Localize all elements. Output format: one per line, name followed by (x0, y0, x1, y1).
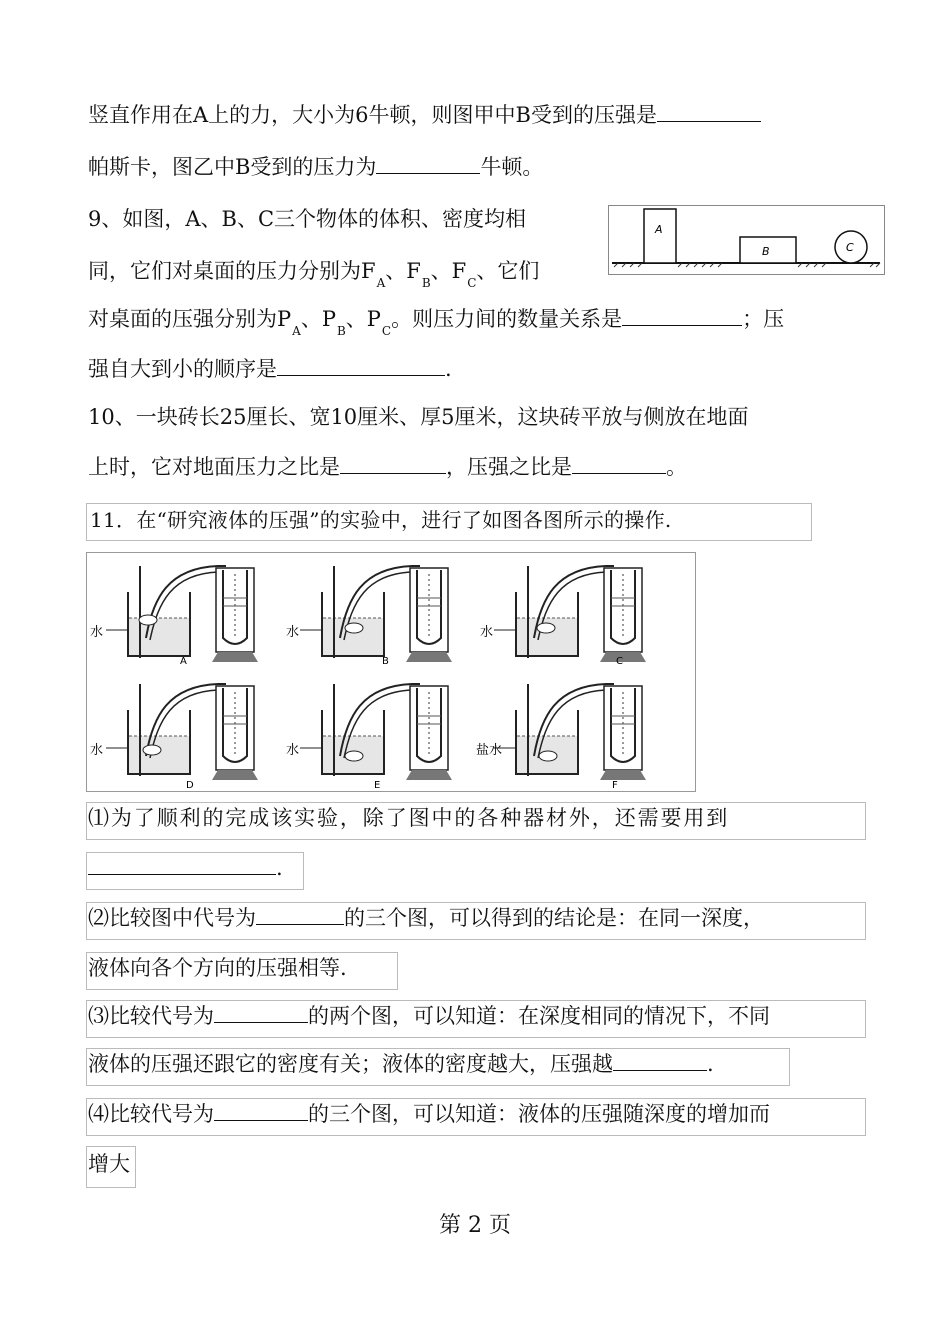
q11-figure (86, 552, 696, 792)
liquid-label-a: 水 (90, 625, 104, 640)
fig-label-a: A (180, 656, 187, 667)
q9-line4: 强自大到小的顺序是 . (88, 357, 452, 381)
fig-label-f: F (612, 780, 618, 791)
q9-blank-force-relation[interactable] (622, 305, 742, 326)
q11-p1-line2: . (88, 853, 283, 883)
q8-line2: 帕斯卡，图乙中B受到的压力为 牛顿。 (88, 155, 544, 179)
fig-label-e: E (374, 780, 381, 791)
q11-p3-line1: ⑶比较代号为 的两个图，可以知道：在深度相同的情况下，不同 (88, 1004, 770, 1028)
q10-blank-force-ratio[interactable] (340, 453, 446, 474)
q11-blank-p2[interactable] (256, 904, 344, 925)
q11-p2-line1: ⑵比较图中代号为 的三个图，可以得到的结论是：在同一深度， (88, 906, 764, 930)
q11-title: 11．在“研究液体的压强”的实验中，进行了如图各图所示的操作. (90, 508, 672, 532)
q10-line1: 10、一块砖长25厘长、宽10厘米、厚5厘米，这块砖平放与侧放在地面 (88, 405, 749, 429)
q10-line2: 上时，它对地面压力之比是 ，压强之比是 。 (88, 455, 687, 479)
q9-line2: 同，它们对桌面的压力分别为$F_A$、$F_B$、$F_C$、它们 (88, 259, 540, 290)
q9-figure (608, 205, 885, 275)
q8-blank-pressure[interactable] (657, 101, 761, 122)
label-a: A (655, 223, 663, 236)
q9-blank-pressure-order[interactable] (277, 355, 445, 376)
liquid-label-e: 水 (286, 743, 300, 758)
q9-line3: 对桌面的压强分别为$P_A$、$P_B$、$P_C$。则压力间的数量关系是 ；压 (88, 307, 785, 338)
q11-p2-line2: 液体向各个方向的压强相等. (88, 956, 347, 980)
fig-label-b: B (382, 656, 389, 667)
fig-label-c: C (616, 656, 623, 667)
q8-line1: 竖直作用在A上的力，大小为6牛顿，则图甲中B受到的压强是 (88, 100, 761, 130)
q8-blank-force[interactable] (376, 153, 480, 174)
label-c: C (846, 241, 854, 254)
q9-line1: 9、如图，A、B、C三个物体的体积、密度均相 (88, 207, 527, 231)
liquid-label-b: 水 (286, 625, 300, 640)
q11-blank-p3a[interactable] (214, 1002, 308, 1023)
q10-blank-pressure-ratio[interactable] (572, 453, 666, 474)
q11-blank-p3b[interactable] (613, 1050, 707, 1071)
q11-p4-line1: ⑷比较代号为 的三个图，可以知道：液体的压强随深度的增加而 (88, 1102, 770, 1126)
fig-label-d: D (186, 780, 194, 791)
q11-p1-line1: ⑴为了顺利的完成该实验，除了图中的各种器材外，还需要用到 (88, 806, 730, 830)
liquid-label-c: 水 (480, 625, 494, 640)
q11-blank-equipment[interactable] (88, 854, 276, 875)
liquid-label-d: 水 (90, 743, 104, 758)
block-a (644, 209, 676, 263)
q11-p4-line2: 增大 (88, 1152, 130, 1176)
q11-blank-p4[interactable] (214, 1100, 308, 1121)
liquid-label-f: 盐水 (476, 743, 503, 758)
page-number: 第 2 页 (439, 1213, 511, 1238)
label-b: B (762, 245, 770, 258)
q11-p3-line2: 液体的压强还跟它的密度有关；液体的密度越大，压强越 . (88, 1052, 714, 1076)
